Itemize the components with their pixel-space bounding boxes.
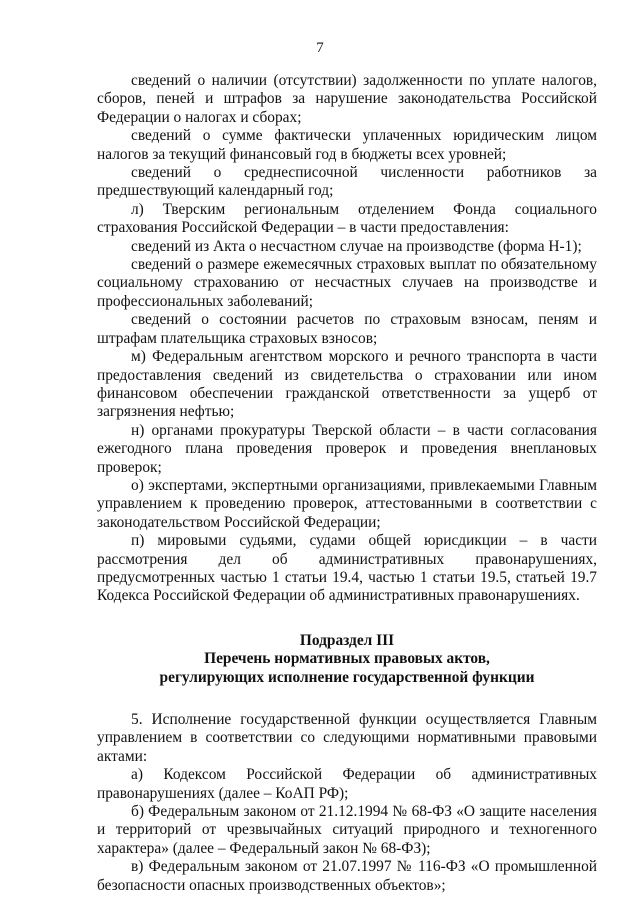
page-number: 7 xyxy=(316,40,324,56)
paragraph: сведений о размере ежемесячных страховых выплат по обязательному социальному страхованию от несчастных случаев на производстве и профессиональных заболеваний; xyxy=(97,256,597,310)
paragraph: м) Федеральным агентством морского и речного транспорта в части предоставления сведений из свидетельства о страховании или ином финансовом обеспечении гражданской ответственности за ущерб от загрязнения нефтью; xyxy=(97,348,597,421)
subsection-title: Перечень нормативных правовых актов, xyxy=(204,650,490,668)
paragraph: сведений о состоянии расчетов по страховым взносам, пеням и штрафам плательщика страховых взносов; xyxy=(97,311,597,347)
subsection-label: Подраздел III xyxy=(299,631,395,649)
paragraph: сведений о наличии (отсутствии) задолженности по уплате налогов, сборов, пеней и штрафов за нарушение законодательства Российской Федерации о налогах и сборах; xyxy=(97,72,597,126)
paragraph: 5. Исполнение государственной функции осуществляется Главным управлением в соответствии со следующими нормативными правовыми актами: xyxy=(97,711,597,765)
paragraph: п) мировыми судьями, судами общей юрисдикции – в части рассмотрения дел об административных правонарушениях, предусмотренных частью 1 статьи 19.4, частью 1 статьи 19.5, статьей 19.7 Кодекса Российской Федерации об административных правонарушениях. xyxy=(97,532,597,605)
paragraph: в) Федеральным законом от 21.07.1997 № 116-ФЗ «О промышленной безопасности опасных производственных объектов»; xyxy=(97,858,597,894)
paragraph: сведений из Акта о несчастном случае на производстве (форма Н-1); xyxy=(131,237,582,255)
paragraph: б) Федеральным законом от 21.12.1994 № 68-ФЗ «О защите населения и территорий от чрезвычайных ситуаций природного и техногенного характера» (далее – Федеральный закон № 68-ФЗ); xyxy=(97,803,597,857)
paragraph: л) Тверским региональным отделением Фонда социального страхования Российской Федерации – в части предоставления: xyxy=(97,200,597,237)
paragraph: сведений о среднесписочной численности работников за предшествующий календарный год; xyxy=(97,164,597,200)
paragraph: а) Кодексом Российской Федерации об административных правонарушениях (далее – КоАП РФ); xyxy=(97,766,597,802)
spacer xyxy=(97,606,597,632)
spacer xyxy=(97,687,597,711)
subsection-title-cont: регулирующих исполнение государственной функции xyxy=(159,668,535,686)
paragraph: сведений о сумме фактически уплаченных юридическим лицом налогов за текущий финансовый год в бюджеты всех уровней; xyxy=(97,127,597,163)
paragraph: н) органами прокуратуры Тверской области – в части согласования ежегодного плана проведения проверок и проведения внеплановых проверок; xyxy=(97,421,597,476)
document-body xyxy=(97,72,597,895)
paragraph: о) экспертами, экспертными организациями, привлекаемыми Главным управлением к проведению проверок, аттестованными в соответствии с законодательством Российской Федерации; xyxy=(97,476,597,531)
